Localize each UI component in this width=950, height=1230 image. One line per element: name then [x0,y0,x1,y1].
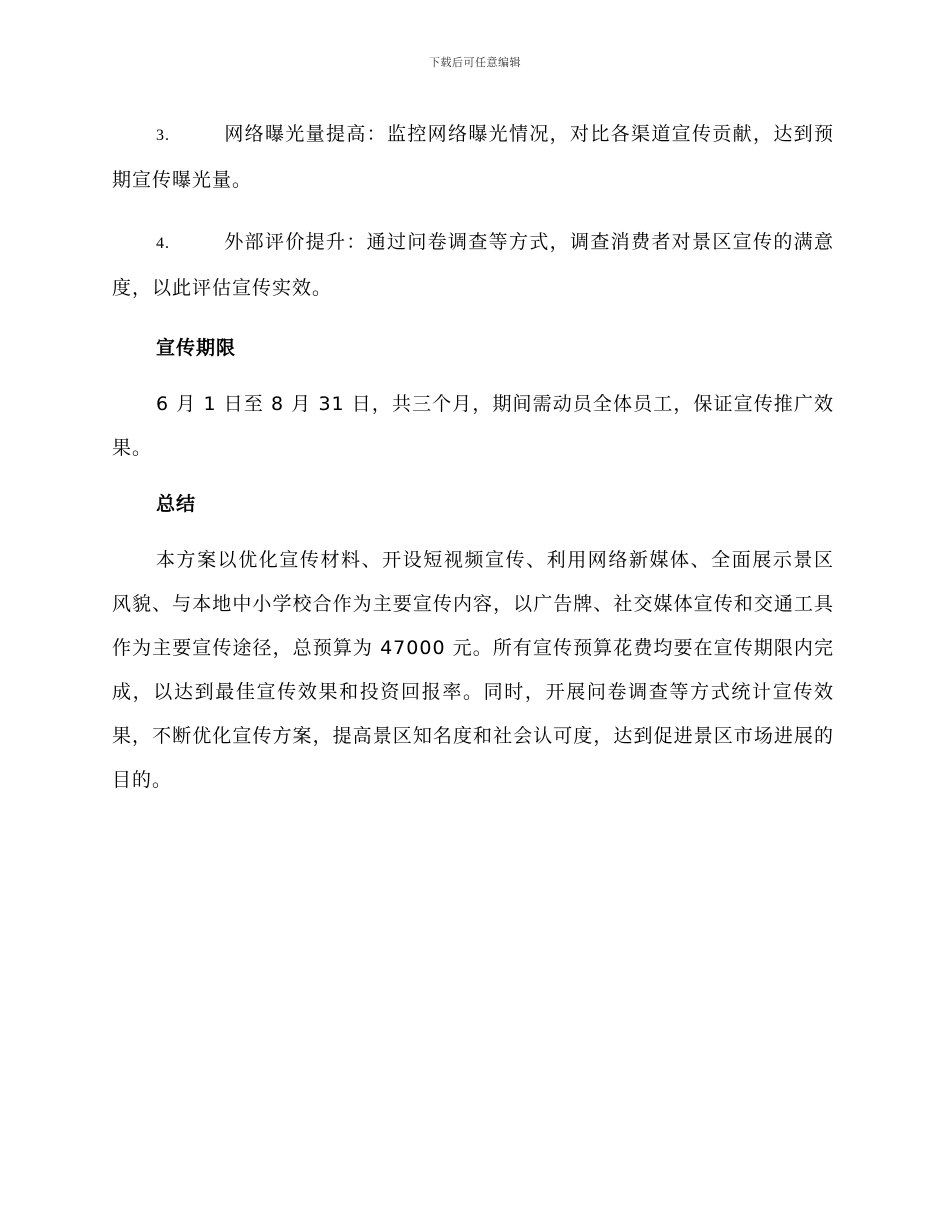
page-header-note: 下载后可任意编辑 [429,56,521,69]
list-item-text: 网络曝光量提高：监控网络曝光情况，对比各渠道宣传贡献，达到预期宣传曝光量。 [112,123,834,191]
list-item-4 [112,220,834,310]
section-body-summary: 本方案以优化宣传材料、开设短视频宣传、利用网络新媒体、全面展示景区风貌、与本地中小学校合作为主要宣传内容，以广告牌、社交媒体宣传和交通工具作为主要宣传途径，总预算为 47000 元。所有宣传预算花费均要在宣传期限内完成，以达到最佳宣传效果和投资回报率。同时，开展问卷调查等方式统计宣传效果，不断优化宣传方案，提高景区知名度和社会认可度，达到促进景区市场进展的目的。 [112,549,834,791]
section-heading-summary: 总结 [156,493,197,515]
section-body-period: 6 月 1 日至 8 月 31 日，共三个月，期间需动员全体员工，保证宣传推广效果。 [112,393,834,459]
section-heading-period: 宣传期限 [156,337,237,359]
document-body [112,112,834,820]
list-item-3 [112,112,834,202]
list-item-number: 3. [156,127,170,144]
list-item-number: 4. [156,235,170,252]
list-item-text: 外部评价提升：通过问卷调查等方式，调查消费者对景区宣传的满意度，以此评估宣传实效。 [112,231,834,299]
